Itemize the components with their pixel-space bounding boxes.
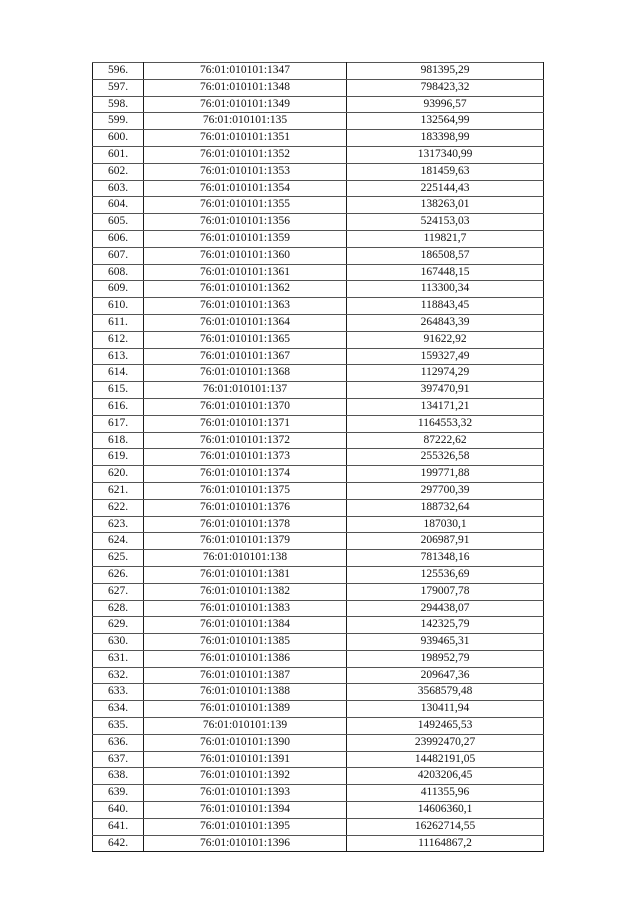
cadastral-value-cell: 798423,32 [347,79,544,96]
table-row [93,113,544,130]
cadastral-number-cell: 76:01:010101:1351 [144,130,347,147]
row-number-cell: 616. [93,398,144,415]
cadastral-value-cell: 781348,16 [347,550,544,567]
row-number-cell: 596. [93,63,144,80]
cadastral-value-cell: 198952,79 [347,650,544,667]
cadastral-number-cell: 76:01:010101:1391 [144,751,347,768]
row-number-cell: 628. [93,600,144,617]
row-number-cell: 621. [93,482,144,499]
table-row [93,802,544,819]
table-row [93,449,544,466]
cadastral-number-cell: 76:01:010101:1364 [144,314,347,331]
cadastral-number-cell: 76:01:010101:1394 [144,802,347,819]
cadastral-number-cell: 76:01:010101:1371 [144,415,347,432]
cadastral-number-cell: 76:01:010101:1392 [144,768,347,785]
cadastral-value-cell: 4203206,45 [347,768,544,785]
cadastral-value-cell: 142325,79 [347,617,544,634]
cadastral-value-cell: 159327,49 [347,348,544,365]
cadastral-value-cell: 125536,69 [347,566,544,583]
row-number-cell: 632. [93,667,144,684]
cadastral-number-cell: 76:01:010101:138 [144,550,347,567]
row-number-cell: 633. [93,684,144,701]
cadastral-number-cell: 76:01:010101:1382 [144,583,347,600]
row-number-cell: 599. [93,113,144,130]
cadastral-number-cell: 76:01:010101:1375 [144,482,347,499]
table-row [93,482,544,499]
row-number-cell: 625. [93,550,144,567]
cadastral-value-cell: 524153,03 [347,214,544,231]
table-row [93,734,544,751]
cadastral-value-cell: 93996,57 [347,96,544,113]
table-row [93,818,544,835]
cadastral-number-cell: 76:01:010101:1389 [144,701,347,718]
cadastral-value-cell: 1492465,53 [347,718,544,735]
table-row [93,230,544,247]
cadastral-value-cell: 119821,7 [347,230,544,247]
cadastral-number-cell: 76:01:010101:1372 [144,432,347,449]
row-number-cell: 624. [93,533,144,550]
cadastral-value-cell: 118843,45 [347,298,544,315]
cadastral-number-cell: 76:01:010101:1356 [144,214,347,231]
row-number-cell: 630. [93,634,144,651]
row-number-cell: 620. [93,466,144,483]
table-row [93,79,544,96]
row-number-cell: 610. [93,298,144,315]
row-number-cell: 614. [93,365,144,382]
table-row [93,583,544,600]
cadastral-value-cell: 981395,29 [347,63,544,80]
cadastral-number-cell: 76:01:010101:1370 [144,398,347,415]
cadastral-number-cell: 76:01:010101:137 [144,382,347,399]
cadastral-value-cell: 130411,94 [347,701,544,718]
row-number-cell: 613. [93,348,144,365]
cadastral-value-cell: 187030,1 [347,516,544,533]
row-number-cell: 606. [93,230,144,247]
cadastral-value-cell: 138263,01 [347,197,544,214]
cadastral-number-cell: 76:01:010101:1349 [144,96,347,113]
table-row [93,550,544,567]
cadastral-value-cell: 209647,36 [347,667,544,684]
table-row [93,751,544,768]
table-row [93,197,544,214]
table-row [93,701,544,718]
cadastral-number-cell: 76:01:010101:1363 [144,298,347,315]
row-number-cell: 638. [93,768,144,785]
cadastral-value-table [92,62,544,852]
table-row [93,415,544,432]
cadastral-value-cell: 113300,34 [347,281,544,298]
table-row [93,247,544,264]
cadastral-value-cell: 11164867,2 [347,835,544,852]
cadastral-value-cell: 255326,58 [347,449,544,466]
cadastral-number-cell: 76:01:010101:1376 [144,499,347,516]
row-number-cell: 611. [93,314,144,331]
cadastral-number-cell: 76:01:010101:1368 [144,365,347,382]
row-number-cell: 607. [93,247,144,264]
cadastral-value-cell: 1164553,32 [347,415,544,432]
table-row [93,718,544,735]
table-row [93,63,544,80]
cadastral-value-cell: 397470,91 [347,382,544,399]
row-number-cell: 629. [93,617,144,634]
table-row [93,298,544,315]
cadastral-number-cell: 76:01:010101:1388 [144,684,347,701]
row-number-cell: 601. [93,146,144,163]
cadastral-number-cell: 76:01:010101:1347 [144,63,347,80]
row-number-cell: 609. [93,281,144,298]
cadastral-value-cell: 112974,29 [347,365,544,382]
cadastral-value-cell: 87222,62 [347,432,544,449]
cadastral-number-cell: 76:01:010101:1390 [144,734,347,751]
table-row [93,398,544,415]
row-number-cell: 634. [93,701,144,718]
row-number-cell: 636. [93,734,144,751]
cadastral-value-cell: 264843,39 [347,314,544,331]
table-row [93,96,544,113]
table-row [93,600,544,617]
table-row [93,617,544,634]
cadastral-value-cell: 1317340,99 [347,146,544,163]
row-number-cell: 604. [93,197,144,214]
row-number-cell: 623. [93,516,144,533]
table-row [93,835,544,852]
cadastral-number-cell: 76:01:010101:1381 [144,566,347,583]
row-number-cell: 640. [93,802,144,819]
cadastral-value-cell: 167448,15 [347,264,544,281]
row-number-cell: 605. [93,214,144,231]
table-row [93,466,544,483]
row-number-cell: 642. [93,835,144,852]
cadastral-value-cell: 14606360,1 [347,802,544,819]
row-number-cell: 635. [93,718,144,735]
cadastral-value-cell: 16262714,55 [347,818,544,835]
table-row [93,180,544,197]
row-number-cell: 619. [93,449,144,466]
cadastral-value-cell: 186508,57 [347,247,544,264]
row-number-cell: 627. [93,583,144,600]
cadastral-number-cell: 76:01:010101:1396 [144,835,347,852]
cadastral-value-cell: 206987,91 [347,533,544,550]
table-row [93,634,544,651]
row-number-cell: 618. [93,432,144,449]
cadastral-value-cell: 132564,99 [347,113,544,130]
cadastral-number-cell: 76:01:010101:1354 [144,180,347,197]
cadastral-number-cell: 76:01:010101:1365 [144,331,347,348]
row-number-cell: 598. [93,96,144,113]
cadastral-value-cell: 23992470,27 [347,734,544,751]
cadastral-number-cell: 76:01:010101:1361 [144,264,347,281]
cadastral-value-cell: 939465,31 [347,634,544,651]
row-number-cell: 617. [93,415,144,432]
cadastral-value-cell: 134171,21 [347,398,544,415]
row-number-cell: 600. [93,130,144,147]
row-number-cell: 602. [93,163,144,180]
cadastral-number-cell: 76:01:010101:1362 [144,281,347,298]
cadastral-value-cell: 294438,07 [347,600,544,617]
cadastral-number-cell: 76:01:010101:135 [144,113,347,130]
row-number-cell: 622. [93,499,144,516]
cadastral-number-cell: 76:01:010101:1378 [144,516,347,533]
cadastral-value-cell: 3568579,48 [347,684,544,701]
document-page [92,62,543,852]
row-number-cell: 626. [93,566,144,583]
cadastral-number-cell: 76:01:010101:1393 [144,785,347,802]
cadastral-number-cell: 76:01:010101:1387 [144,667,347,684]
table-row [93,667,544,684]
table-row [93,533,544,550]
table-row [93,348,544,365]
row-number-cell: 615. [93,382,144,399]
cadastral-number-cell: 76:01:010101:1374 [144,466,347,483]
table-row [93,314,544,331]
table-row [93,516,544,533]
cadastral-number-cell: 76:01:010101:1359 [144,230,347,247]
cadastral-number-cell: 76:01:010101:1373 [144,449,347,466]
cadastral-number-cell: 76:01:010101:1386 [144,650,347,667]
table-row [93,684,544,701]
cadastral-number-cell: 76:01:010101:1348 [144,79,347,96]
cadastral-value-cell: 14482191,05 [347,751,544,768]
cadastral-number-cell: 76:01:010101:1353 [144,163,347,180]
table-row [93,214,544,231]
table-row [93,365,544,382]
table-row [93,650,544,667]
cadastral-number-cell: 76:01:010101:1352 [144,146,347,163]
cadastral-value-cell: 225144,43 [347,180,544,197]
cadastral-value-cell: 188732,64 [347,499,544,516]
row-number-cell: 631. [93,650,144,667]
cadastral-value-cell: 179007,78 [347,583,544,600]
table-row [93,130,544,147]
row-number-cell: 637. [93,751,144,768]
cadastral-value-cell: 181459,63 [347,163,544,180]
cadastral-number-cell: 76:01:010101:1384 [144,617,347,634]
table-row [93,768,544,785]
table-row [93,499,544,516]
cadastral-number-cell: 76:01:010101:1379 [144,533,347,550]
cadastral-number-cell: 76:01:010101:1360 [144,247,347,264]
row-number-cell: 639. [93,785,144,802]
cadastral-number-cell: 76:01:010101:139 [144,718,347,735]
table-row [93,331,544,348]
table-row [93,785,544,802]
cadastral-number-cell: 76:01:010101:1385 [144,634,347,651]
table-row [93,264,544,281]
table-row [93,382,544,399]
table-row [93,146,544,163]
row-number-cell: 612. [93,331,144,348]
row-number-cell: 603. [93,180,144,197]
table-row [93,566,544,583]
table-row [93,163,544,180]
cadastral-value-cell: 183398,99 [347,130,544,147]
cadastral-number-cell: 76:01:010101:1367 [144,348,347,365]
table-row [93,281,544,298]
cadastral-number-cell: 76:01:010101:1383 [144,600,347,617]
row-number-cell: 608. [93,264,144,281]
row-number-cell: 597. [93,79,144,96]
table-body [93,63,544,852]
cadastral-value-cell: 297700,39 [347,482,544,499]
row-number-cell: 641. [93,818,144,835]
cadastral-number-cell: 76:01:010101:1355 [144,197,347,214]
table-row [93,432,544,449]
cadastral-value-cell: 91622,92 [347,331,544,348]
cadastral-value-cell: 411355,96 [347,785,544,802]
cadastral-number-cell: 76:01:010101:1395 [144,818,347,835]
cadastral-value-cell: 199771,88 [347,466,544,483]
